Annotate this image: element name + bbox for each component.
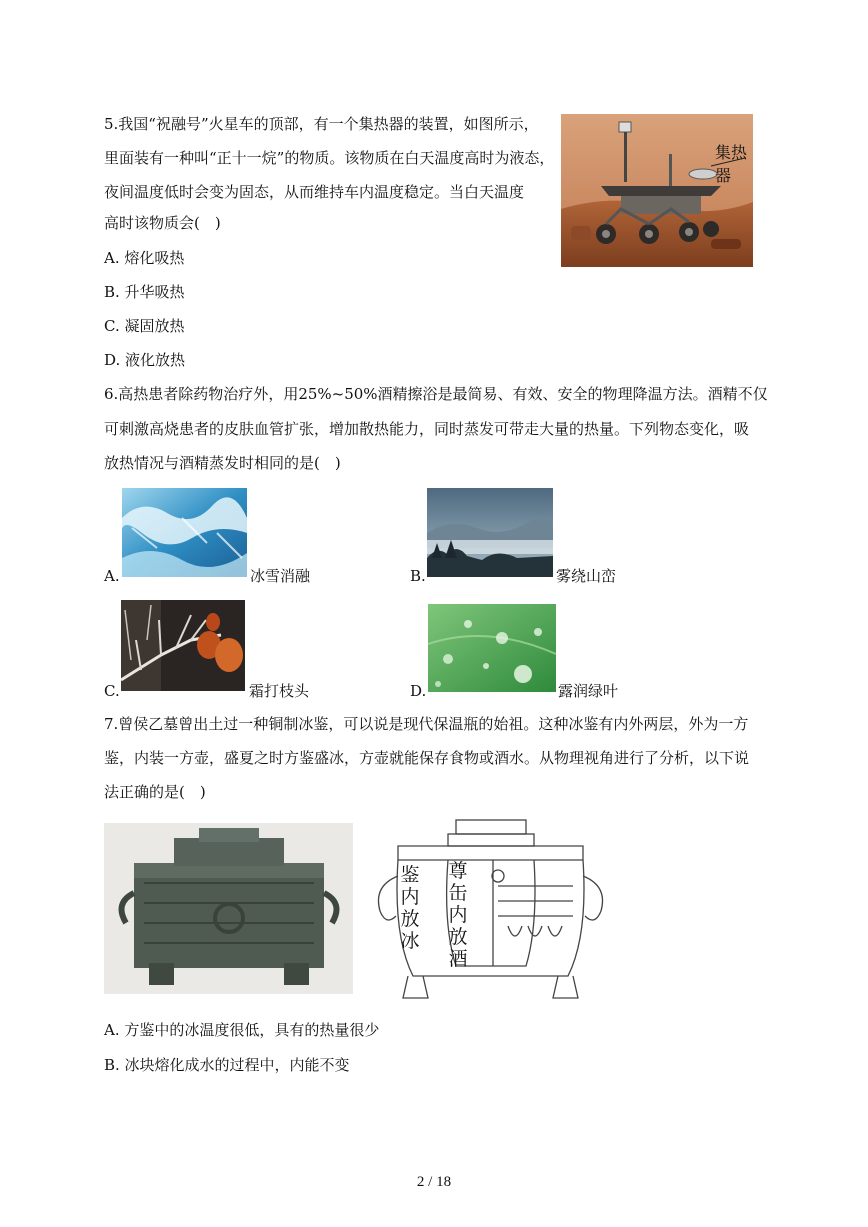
q6-option-c-letter: C. [104,682,120,700]
q6-option-a-letter: A. [104,567,120,585]
ice-melting-image [122,488,247,577]
q6-option-c-caption: 霜打枝头 [249,682,310,700]
q5-option-a: A. 熔化吸热 [104,249,185,267]
bronze-ice-box-photo [104,823,353,994]
collector-label: 集热器 [715,143,748,185]
q7-stem-line-2: 鉴，内装一方壶，盛夏之时方鉴盛冰，方壶就能保存食物或酒水。从物理视角进行了分析，以下说 [104,749,750,767]
ice-box-cross-section-diagram [368,816,613,1006]
q5-option-d: D. 液化放热 [104,351,186,369]
q5-option-b: B. 升华吸热 [104,283,185,301]
frost-branch-image [121,600,245,691]
q6-option-d-caption: 露润绿叶 [558,682,619,700]
mars-rover-image [561,114,753,267]
q5-stem-line-1: 5.我国“祝融号”火星车的顶部，有一个集热器的装置，如图所示， [104,115,539,133]
q7-stem-line-1: 7.曾侯乙墓曾出土过一种铜制冰鉴，可以说是现代保温瓶的始祖。这种冰鉴有内外两层，外为一方 [104,715,749,733]
q6-option-b-letter: B. [410,567,426,585]
q5-option-c: C. 凝固放热 [104,317,185,335]
fog-mountains-image [427,488,553,577]
q5-stem-line-4: 高时该物质会( ) [104,214,221,232]
q6-option-b-caption: 雾绕山峦 [556,567,617,585]
outer-ice-label: 鉴内放冰 [400,864,420,952]
q6-stem-line-1: 6.高热患者除药物治疗外，用25%~50%酒精擦浴是最简易、有效、安全的物理降温方法。酒精不仅 [104,385,768,403]
q7-option-b: B. 冰块熔化成水的过程中，内能不变 [104,1056,350,1074]
q5-stem-line-3: 夜间温度低时会变为固态，从而维持车内温度稳定。当白天温度 [104,183,525,201]
q7-stem-line-3: 法正确的是( ) [104,783,206,801]
q6-stem-line-2: 可刺激高烧患者的皮肤血管扩张，增加散热能力，同时蒸发可带走大量的热量。下列物态变化，吸 [104,420,750,438]
q6-option-d-letter: D. [410,682,427,700]
dew-leaf-image [428,604,556,692]
q7-option-a: A. 方鉴中的冰温度很低，具有的热量很少 [104,1021,380,1039]
page-number: 2 / 18 [416,1174,452,1190]
q6-stem-line-3: 放热情况与酒精蒸发时相同的是( ) [104,454,341,472]
q6-option-a-caption: 冰雪消融 [250,567,311,585]
inner-wine-label: 尊缶内放酒 [448,860,468,970]
q5-stem-line-2: 里面装有一种叫“正十一烷”的物质。该物质在白天温度高时为液态， [104,149,555,167]
